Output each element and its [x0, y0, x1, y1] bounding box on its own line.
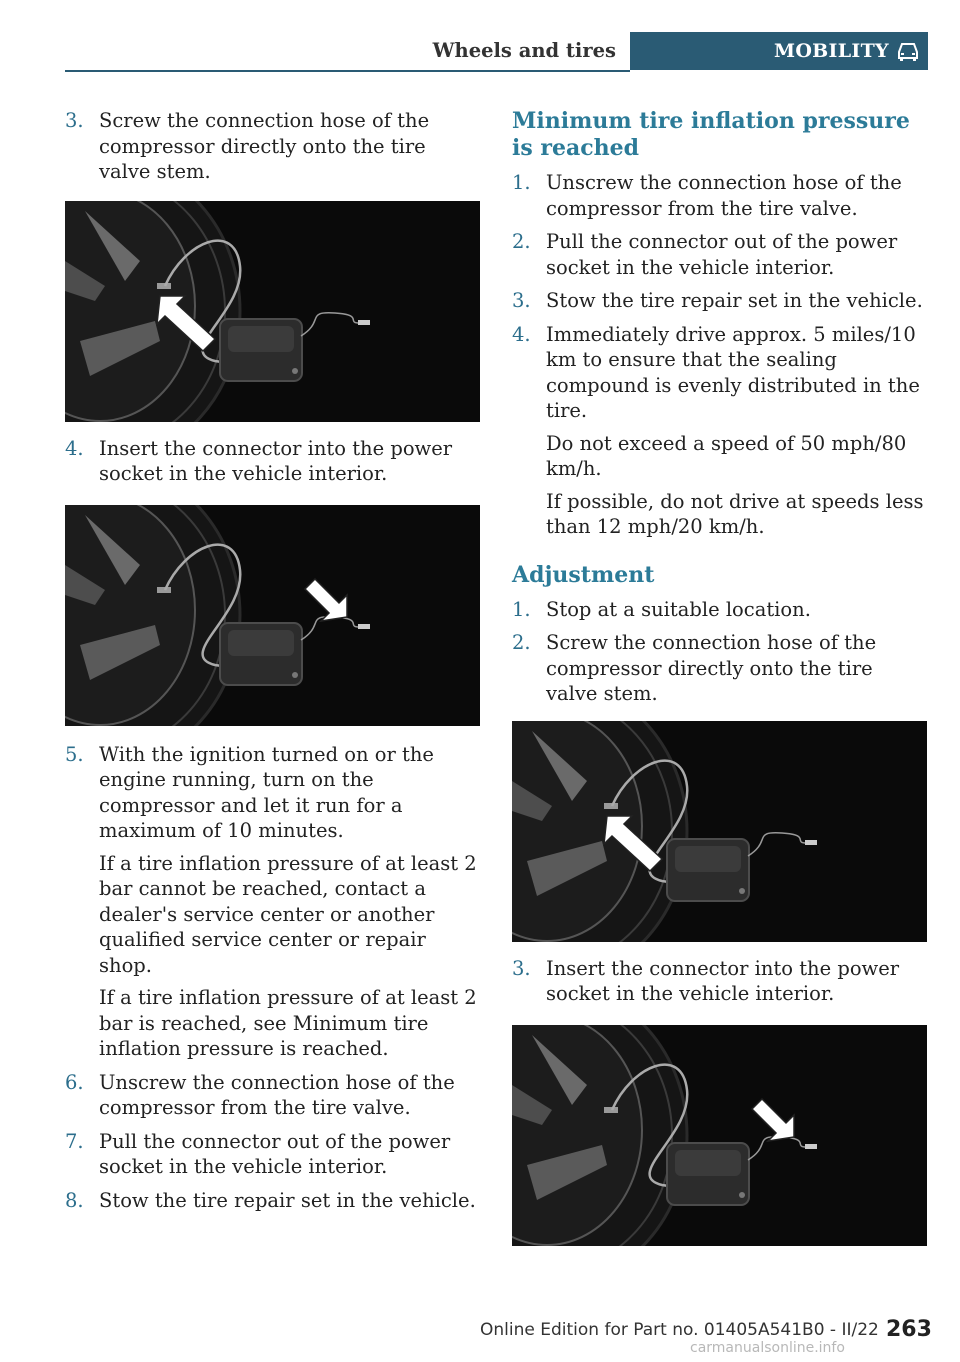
compressor-top — [675, 1150, 741, 1176]
step-text: Immediately drive approx. 5 miles/10 km to ensure that the sealing compound is evenly distributed in the tire. — [546, 322, 920, 422]
step-number: 3. — [512, 956, 531, 980]
step-text: Pull the connector out of the power socket in the vehicle interior. — [99, 1129, 451, 1178]
step-number: 8. — [65, 1188, 84, 1212]
page-number: 263 — [886, 1317, 932, 1342]
list-item — [512, 597, 930, 623]
step-number: 2. — [512, 230, 531, 253]
step-text: Stow the tire repair set in the vehicle. — [99, 1188, 476, 1212]
compressor-connector-illustration — [512, 1025, 927, 1246]
list-item — [512, 630, 930, 707]
step-list — [512, 956, 930, 1007]
right-column — [512, 108, 930, 1246]
left-column — [65, 108, 483, 1221]
power-plug — [805, 1144, 817, 1149]
list-item — [65, 1129, 483, 1180]
list-item — [512, 322, 930, 540]
step-text: Insert the connector into the power socket in the vehicle interior. — [99, 436, 453, 485]
step-text: Unscrew the connection hose of the compressor from the tire valve. — [99, 1070, 455, 1119]
list-item — [65, 436, 483, 487]
power-plug — [358, 320, 370, 325]
list-item — [512, 288, 930, 314]
list-item — [65, 1188, 483, 1214]
step-text: Stow the tire repair set in the vehicle. — [546, 289, 923, 312]
compressor-top — [228, 326, 294, 352]
step-number: 7. — [65, 1129, 84, 1153]
step-list — [65, 108, 483, 185]
step-number: 1. — [512, 171, 531, 194]
section-heading: Minimum tire inflation pressure is reached — [512, 108, 910, 161]
step-number: 4. — [512, 322, 531, 346]
compressor-button — [292, 368, 298, 374]
tire-valve — [604, 1107, 618, 1113]
compressor-figure — [512, 1025, 927, 1246]
step-text: Do not exceed a speed of 50 mph/80 km/h. — [546, 431, 907, 480]
step-text: If a tire inflation pressure of at least 2 bar cannot be reached, contact a dealer's service center or another qualified service center or repair shop. — [99, 851, 477, 977]
compressor-connector-illustration — [65, 505, 480, 726]
step-number: 6. — [65, 1070, 84, 1094]
compressor-button — [739, 1192, 745, 1198]
car-icon — [896, 40, 920, 62]
tire-valve — [604, 803, 618, 809]
step-text: Insert the connector into the power socket in the vehicle interior. — [546, 956, 900, 1005]
step-text: Unscrew the connection hose of the compressor from the tire valve. — [546, 171, 902, 220]
section-heading: Adjustment — [512, 561, 655, 588]
step-number: 3. — [65, 109, 84, 132]
step-list — [65, 742, 483, 1214]
watermark: carmanualsonline.info — [690, 1340, 845, 1356]
compressor-top — [228, 630, 294, 656]
tire-valve — [157, 587, 171, 593]
chapter-tab-label: MOBILITY — [774, 40, 889, 62]
step-text: If a tire inflation pressure of at least 2 bar is reached, see Minimum tire inflation pressure is reached. — [99, 986, 477, 1060]
edition-note: Online Edition for Part no. 01405A541B0 - II/22 — [480, 1320, 879, 1340]
compressor-hose-illustration — [65, 201, 480, 422]
step-text: Screw the connection hose of the compressor directly onto the tire valve stem. — [99, 109, 430, 183]
step-number: 5. — [65, 742, 84, 766]
chapter-tab — [630, 32, 928, 70]
list-item — [512, 229, 930, 280]
step-text: If possible, do not drive at speeds less than 12 mph/20 km/h. — [546, 489, 924, 538]
step-number: 3. — [512, 289, 531, 312]
list-item — [65, 742, 483, 1062]
page-header — [65, 32, 928, 72]
compressor-button — [292, 672, 298, 678]
list-item — [512, 956, 930, 1007]
step-list — [65, 436, 483, 487]
step-list — [512, 597, 930, 707]
step-text: With the ignition turned on or the engine running, turn on the compressor and let it run for a maximum of 10 minutes. — [99, 742, 434, 842]
step-number: 1. — [512, 597, 531, 621]
list-item — [65, 108, 483, 185]
step-number: 4. — [65, 436, 84, 460]
compressor-top — [675, 846, 741, 872]
header-rule — [65, 70, 630, 72]
compressor-figure — [65, 505, 480, 726]
power-plug — [358, 624, 370, 629]
section-title: Wheels and tires — [432, 39, 616, 62]
step-text: Pull the connector out of the power socket in the vehicle interior. — [546, 230, 898, 279]
compressor-button — [739, 888, 745, 894]
step-number: 2. — [512, 631, 531, 654]
step-text: Screw the connection hose of the compressor directly onto the tire valve stem. — [546, 631, 877, 705]
list-item — [65, 1070, 483, 1121]
compressor-hose-illustration — [512, 721, 927, 942]
power-plug — [805, 840, 817, 845]
step-list — [512, 170, 930, 540]
compressor-figure — [512, 721, 927, 942]
list-item — [512, 170, 930, 221]
step-text: Stop at a suitable location. — [546, 597, 811, 621]
tire-valve — [157, 283, 171, 289]
compressor-figure — [65, 201, 480, 422]
